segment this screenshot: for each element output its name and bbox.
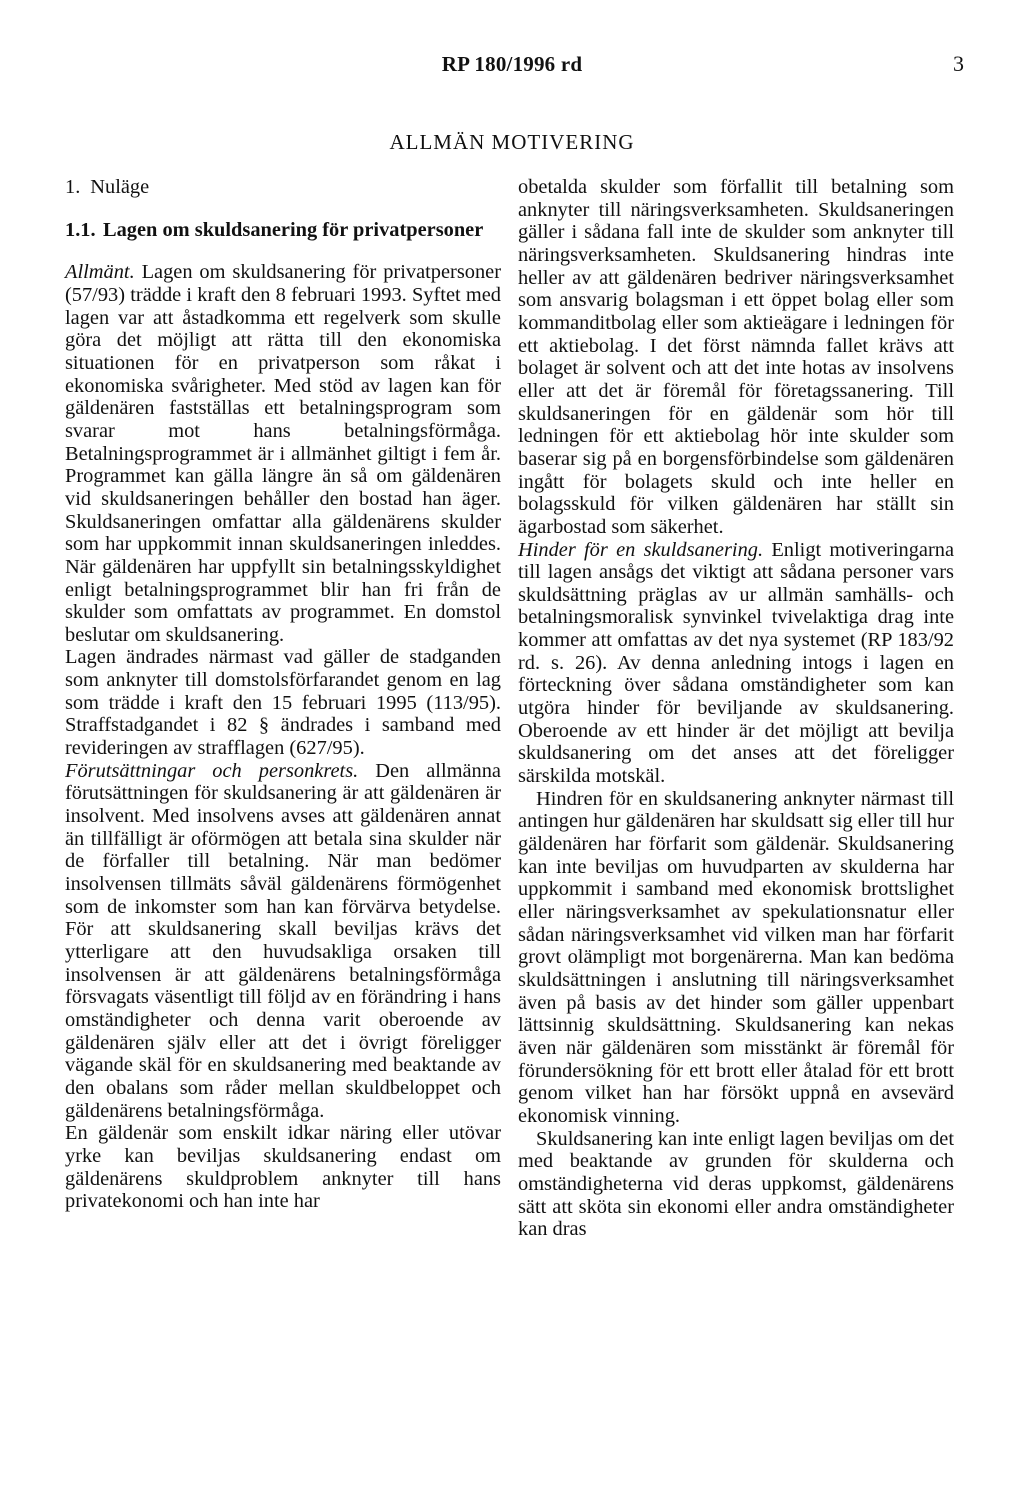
paragraph <box>518 539 954 788</box>
paragraph-text: Enligt motiveringarna till lagen ansågs det viktigt att sådana personer vars skuldsättning präglas av ur allmän samhälls- och betalningsmoralisk synvinkel tvivelaktiga drag inte kommer att omfattas av det nya systemet (RP 183/92 rd. s. 26). Av denna anledning intogs i lagen en förteckning över sådana omständigheter som kan utgöra hinder för beviljande av skuldsanering. Oberoende av ett hinder är det möjligt att bevilja skuldsanering om det anses att det föreligger särskilda motskäl. <box>518 538 954 788</box>
heading-nulage <box>65 176 501 199</box>
paragraph-lead-in: Allmänt. <box>65 261 135 284</box>
heading-lagen-om-skuldsanering <box>65 219 501 242</box>
paragraph-lead-in: Hinder för en skuldsanering. <box>518 538 764 561</box>
paragraph <box>518 1128 954 1241</box>
paragraph-text: Lagen om skuldsanering för privatpersoner (57/93) trädde i kraft den 8 februari 1993. Syftet med lagen var att åstadkomma ett regelverk som skulle göra det möjligt att rätta till den ekonomiska situationen för en privatperson som råkat i ekonomiska svårigheter. Med stöd av lagen kan för gäldenären fastställas ett betalningsprogram som svarar mot hans betalningsförmåga. Betalningsprogrammet är i allmänhet giltigt i fem år. Programmet kan gälla längre än så om gäldenären vid skuldsaneringen behåller den bostad han äger. Skuldsaneringen omfattar alla gäldenärens skulder som har uppkommit innan skuldsaneringen inleddes. När gäldenären har uppfyllt sin betalningsskyldighet enligt betalningsprogrammet blir han fri från de skulder som omfattats av programmet. En domstol beslutar om skuldsanering. <box>65 261 501 646</box>
paragraph <box>518 176 954 539</box>
heading-number: 1. <box>65 176 81 198</box>
paragraph <box>65 1122 501 1213</box>
paragraph <box>65 646 501 759</box>
heading-text: Nuläge <box>90 176 150 198</box>
subheading-text: Lagen om skuldsanering för privatpersoner <box>103 218 484 241</box>
running-head <box>0 50 1024 80</box>
left-column <box>65 176 501 1213</box>
paragraph-text: Den allmänna förutsättningen för skuldsanering är att gäldenären är insolvent. Med insolvens avses att gäldenären annat än tillfälligt är oförmögen att betala sina skulder när de förfaller till betalning. När man bedömer insolvensen tillmäts såväl gäldenärens förmögenhet som de inkomster som han kan förvärva betydelse. För att skuldsanering skall beviljas krävs det ytterligare att den huvudsakliga orsaken till insolvensen är att gäldenärens betalningsförmåga försvagats väsentligt till följd av en förändring i hans omständigheter och denna varit oberoende av gäldenären själv eller att det i övrigt föreligger vägande skäl för en skuldsanering med beaktande av den obalans som råder mellan skuldbeloppet och gäldenärens betalningsförmåga. <box>65 759 501 1122</box>
section-title: ALLMÄN MOTIVERING <box>389 130 635 154</box>
paragraph <box>518 788 954 1128</box>
paragraph <box>65 261 501 646</box>
paragraph <box>65 760 501 1123</box>
paragraph-text: Lagen ändrades närmast vad gäller de stadganden som anknyter till domstolsförfarandet genom en lag som trädde i kraft den 15 februari 1995 (113/95). Straffstadgandet i 82 § ändrades i samband med revideringen av strafflagen (627/95). <box>65 646 501 760</box>
paragraph-lead-in: Förutsättningar och personkrets. <box>65 759 359 782</box>
subheading-number: 1.1. <box>65 218 96 241</box>
document-reference: RP 180/1996 rd <box>441 52 583 76</box>
paragraph-text: Skuldsanering kan inte enligt lagen beviljas om det med beaktande av grunden för skulderna och omständigheterna vid deras uppkomst, gäldenärens sätt att sköta sin ekonomi eller andra omständigheter kan dras <box>518 1127 954 1241</box>
page-number: 3 <box>953 51 964 76</box>
paragraph-text: Hindren för en skuldsanering anknyter närmast till antingen hur gäldenären har skuldsatt sig eller till hur gäldenären har förfarit som gäldenär. Skuldsanering kan inte beviljas om huvudparten av skulderna har uppkommit i samband med ekonomisk brottslighet eller näringsverksamhet av spekulationsnatur eller sådan näringsverksamhet vid vilken man har förfarit grovt olämpligt mot borgenärerna. Man kan bedöma skuldsättningen i anslutning till näringsverksamhet även på basis av det hinder som gäller uppenbart lättsinnig skuldsättning. Skuldsanering kan nekas även när gäldenären som misstänkt är föremål för förundersökning för ett brott eller åtalad för ett brott genom vilket han har försökt uppnå en avsevärd ekonomisk vinning. <box>518 787 955 1127</box>
paragraph-text: En gäldenär som enskilt idkar näring eller utövar yrke kan beviljas skuldsanering endast om gäldenärens skuldproblem anknyter till hans privatekonomi och han inte har <box>65 1122 501 1213</box>
paragraph-text: obetalda skulder som förfallit till betalning som anknyter till näringsverksamheten. Skuldsaneringen gäller i sådana fall inte de skulder som anknyter till näringsverksamheten. Skuldsanering hindras inte heller av att gäldenären bedriver näringsverksamhet som ansvarig bolagsman i ett öppet bolag eller som kommanditbolag eller som aktieägare i ledningen för ett aktiebolag. I det först nämnda fallet krävs att bolaget är solvent och att det inte hotas av insolvens eller att det är föremål för företagssanering. Till skuldsaneringen för en gäldenär som hör till ledningen för ett aktiebolag hör inte skulder som baserar sig på en borgensförbindelse som gäldenären ingått för bolagets skuld och inte heller en bolagsskuld för vilken gäldenären har ställt sin ägarbostad som säkerhet. <box>518 176 954 538</box>
right-column <box>518 176 954 1241</box>
